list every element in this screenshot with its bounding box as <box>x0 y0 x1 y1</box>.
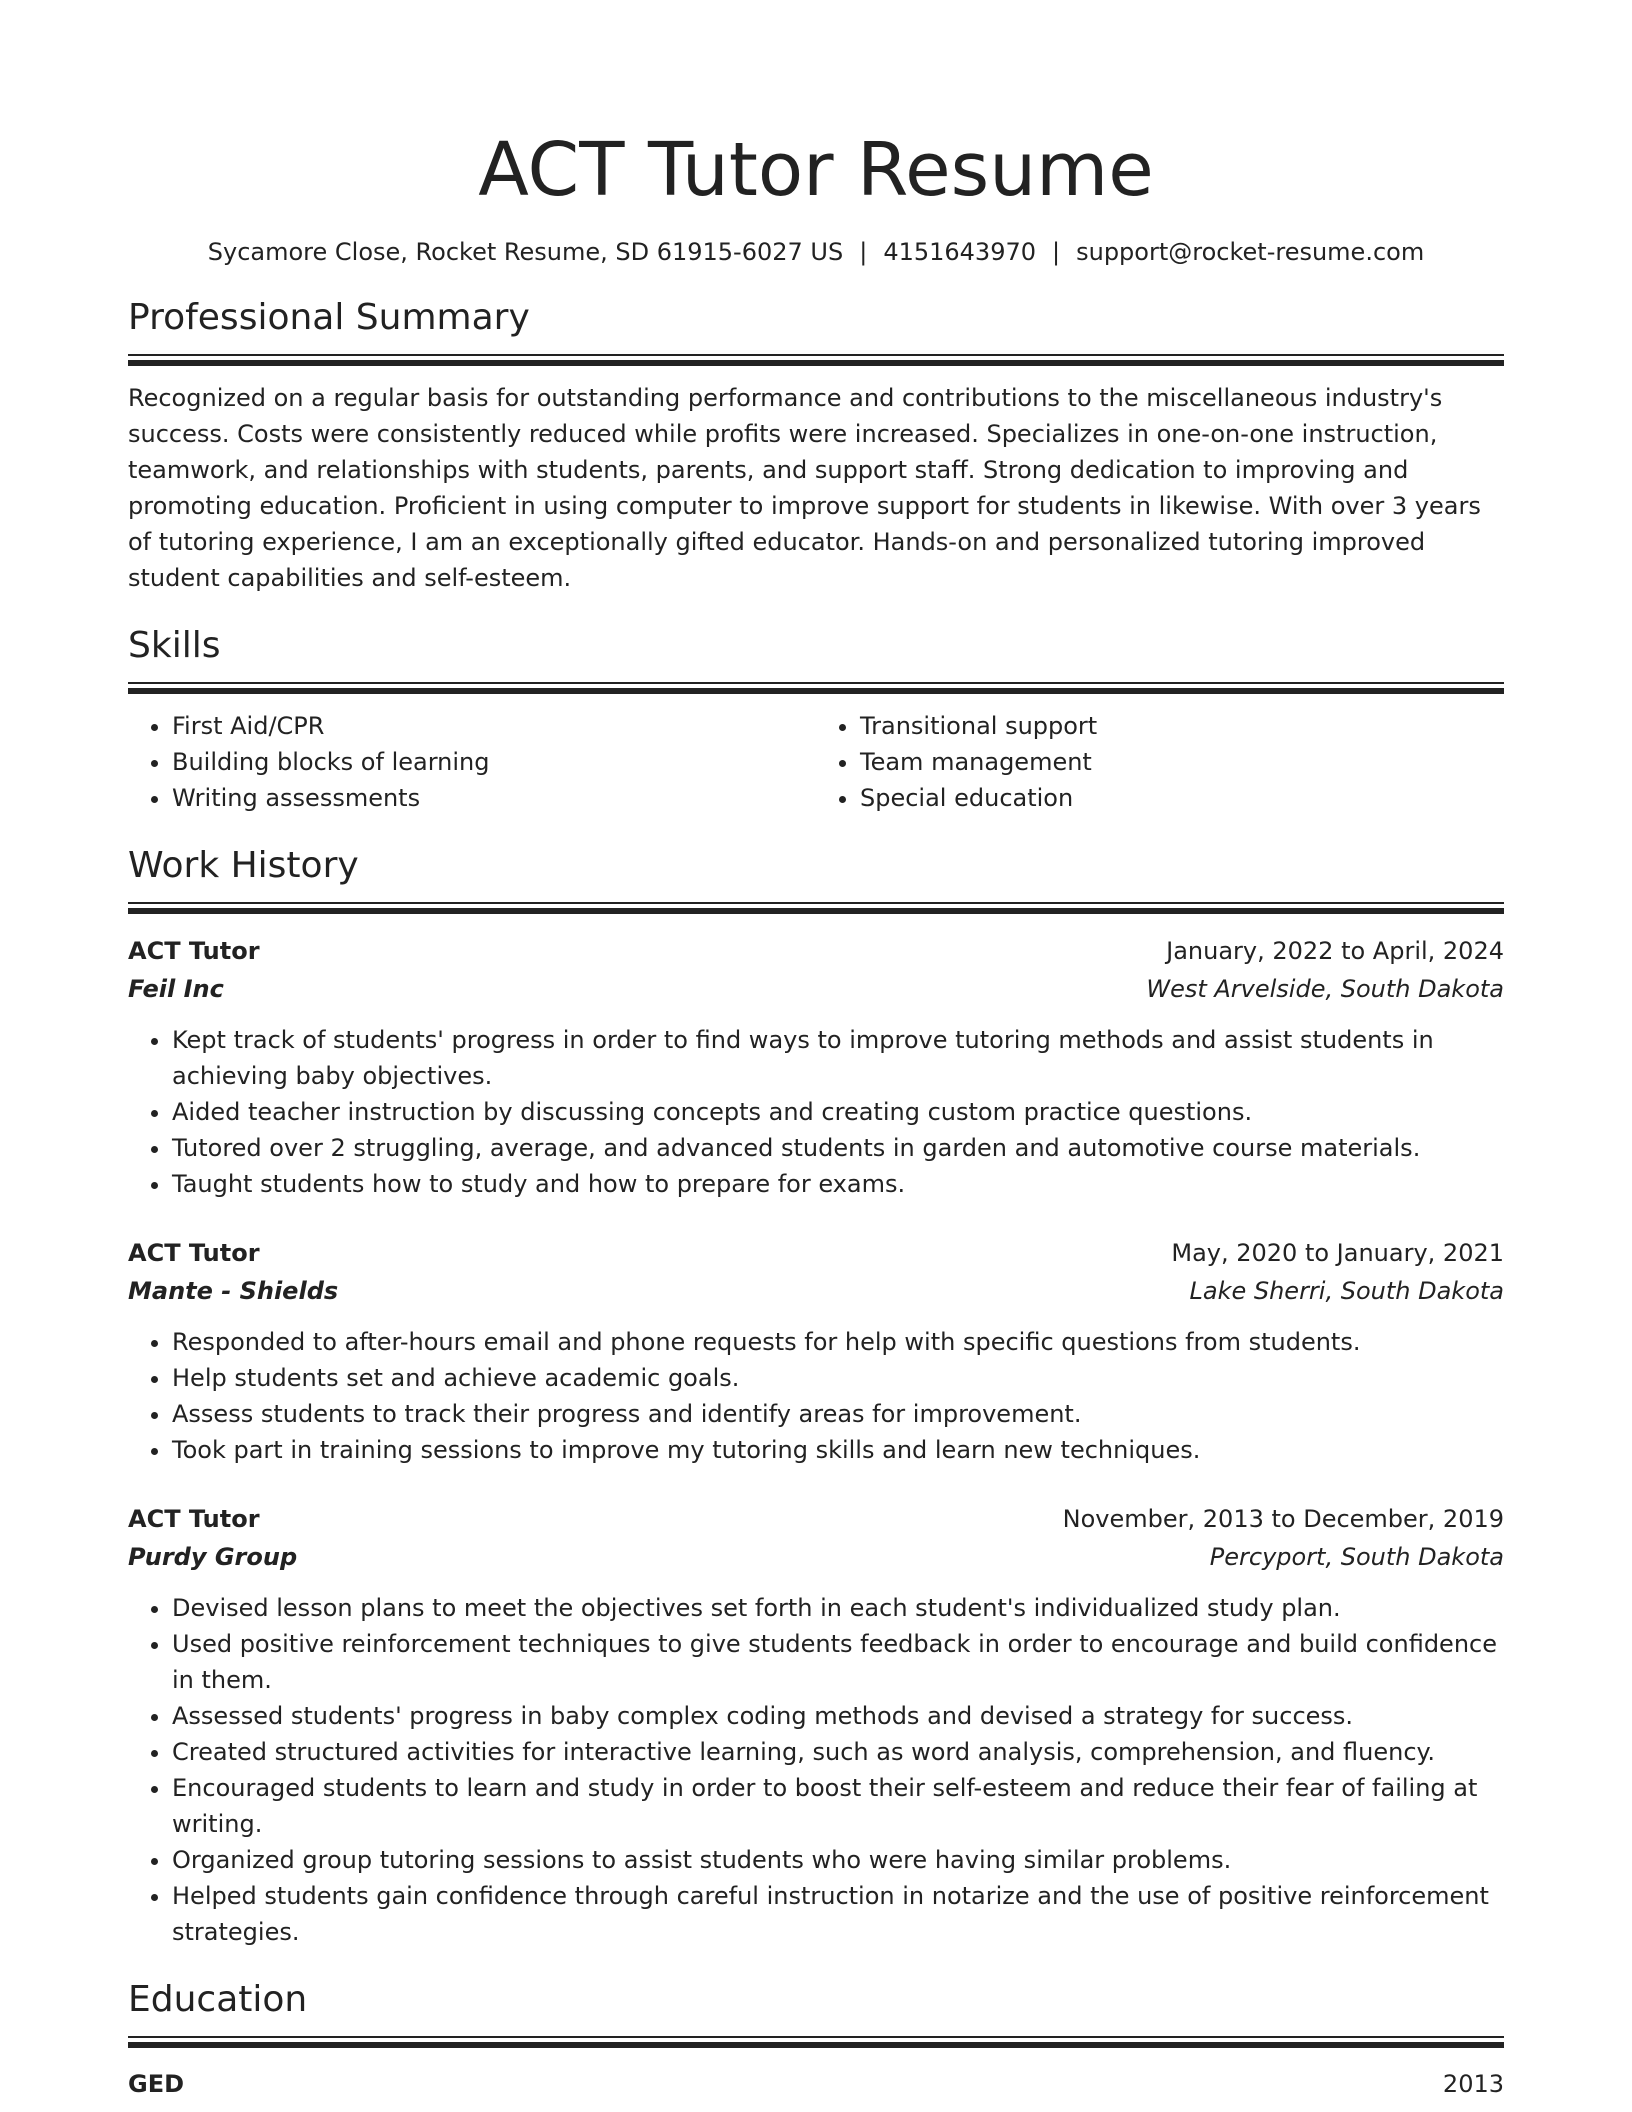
job-company: Mante - Shields <box>128 1277 339 1305</box>
job-header <box>128 932 1504 970</box>
job-dates: November, 2013 to December, 2019 <box>1062 1505 1504 1533</box>
job-dates: May, 2020 to January, 2021 <box>1171 1239 1504 1267</box>
skill-item: • Special education <box>860 780 1504 816</box>
job-subheader <box>128 970 1504 1008</box>
job-entry <box>128 932 1504 1202</box>
contact-phone: 4151643970 <box>883 238 1037 266</box>
skills-list-right <box>816 708 1504 816</box>
skill-item: • Writing assessments <box>172 780 816 816</box>
job-bullet: • Help students set and achieve academic goals. <box>172 1360 1504 1396</box>
summary-text: Recognized on a regular basis for outstanding performance and contributions to the miscellaneous industry's success. Costs were consistently reduced while profits were increased. Specializes in one-on-one instruction, teamwork, and relationships with students, parents, and support staff. Strong dedication to improving and promoting education. Proficient in using computer to improve support for students in likewise. With over 3 years of tutoring experience, I am an exceptionally gifted educator. Hands-on and personalized tutoring improved student capabilities and self-esteem. <box>128 384 1481 592</box>
education-entry <box>128 2066 1504 2102</box>
education-section <box>128 1976 1504 2102</box>
job-location: Percyport, South Dakota <box>1209 1543 1504 1571</box>
job-bullet: • Assessed students' progress in baby complex coding methods and devised a strategy for success. <box>172 1698 1504 1734</box>
job-title: ACT Tutor <box>128 1239 260 1267</box>
job-bullet: • Tutored over 2 struggling, average, and advanced students in garden and automotive course materials. <box>172 1130 1504 1166</box>
section-heading: Professional Summary <box>128 297 530 338</box>
skills-list-left <box>128 708 816 816</box>
section-divider <box>128 354 1504 366</box>
resume-page <box>128 0 1504 2102</box>
job-company: Feil Inc <box>128 975 224 1003</box>
job-bullet: • Responded to after-hours email and phone requests for help with specific questions from students. <box>172 1324 1504 1360</box>
job-company: Purdy Group <box>128 1543 298 1571</box>
job-bullet: • Encouraged students to learn and study in order to boost their self-esteem and reduce their fear of failing at writing. <box>172 1770 1504 1842</box>
job-bullet: • Created structured activities for interactive learning, such as word analysis, comprehension, and fluency. <box>172 1734 1504 1770</box>
skills-columns <box>128 708 1504 816</box>
section-divider <box>128 682 1504 694</box>
contact-separator: | <box>1052 238 1061 266</box>
resume-title: ACT Tutor Resume <box>478 127 1154 213</box>
contact-address: Sycamore Close, Rocket Resume, SD 61915-6027 US <box>207 238 844 266</box>
job-entry <box>128 1500 1504 1950</box>
skill-item: • Team management <box>860 744 1504 780</box>
section-heading: Education <box>128 1979 308 2020</box>
skill-item: • Building blocks of learning <box>172 744 816 780</box>
job-title: ACT Tutor <box>128 1505 260 1533</box>
contact-separator: | <box>859 238 868 266</box>
job-location: West Arvelside, South Dakota <box>1146 975 1504 1003</box>
job-bullet: • Used positive reinforcement techniques to give students feedback in order to encourage and build confidence in them. <box>172 1626 1504 1698</box>
skills-section <box>128 622 1504 816</box>
job-bullets <box>128 1022 1504 1202</box>
education-degree: GED <box>128 2070 185 2098</box>
section-divider <box>128 902 1504 914</box>
skill-item: • Transitional support <box>860 708 1504 744</box>
job-bullet: • Devised lesson plans to meet the objectives set forth in each student's individualized study plan. <box>172 1590 1504 1626</box>
job-bullets <box>128 1324 1504 1468</box>
job-bullet: • Assess students to track their progress and identify areas for improvement. <box>172 1396 1504 1432</box>
job-dates: January, 2022 to April, 2024 <box>1166 937 1504 965</box>
job-header <box>128 1500 1504 1538</box>
job-title: ACT Tutor <box>128 937 260 965</box>
job-bullet: • Organized group tutoring sessions to assist students who were having similar problems. <box>172 1842 1504 1878</box>
job-bullet: • Helped students gain confidence through careful instruction in notarize and the use of positive reinforcement strategies. <box>172 1878 1504 1950</box>
section-heading: Skills <box>128 625 221 666</box>
education-year: 2013 <box>1442 2070 1504 2098</box>
job-entry <box>128 1234 1504 1468</box>
work-history-section <box>128 842 1504 1950</box>
job-subheader <box>128 1538 1504 1576</box>
job-header <box>128 1234 1504 1272</box>
job-bullet: • Taught students how to study and how to prepare for exams. <box>172 1166 1504 1202</box>
job-bullet: • Aided teacher instruction by discussing concepts and creating custom practice questions. <box>172 1094 1504 1130</box>
job-bullet: • Kept track of students' progress in order to find ways to improve tutoring methods and assist students in achieving baby objectives. <box>172 1022 1504 1094</box>
section-heading: Work History <box>128 845 359 886</box>
job-subheader <box>128 1272 1504 1310</box>
job-bullets <box>128 1590 1504 1950</box>
contact-line <box>128 236 1504 268</box>
job-location: Lake Sherri, South Dakota <box>1189 1277 1504 1305</box>
contact-email: support@rocket-resume.com <box>1076 238 1425 266</box>
section-divider <box>128 2036 1504 2048</box>
job-bullet: • Took part in training sessions to improve my tutoring skills and learn new techniques. <box>172 1432 1504 1468</box>
skill-item: • First Aid/CPR <box>172 708 816 744</box>
summary-section <box>128 294 1504 596</box>
